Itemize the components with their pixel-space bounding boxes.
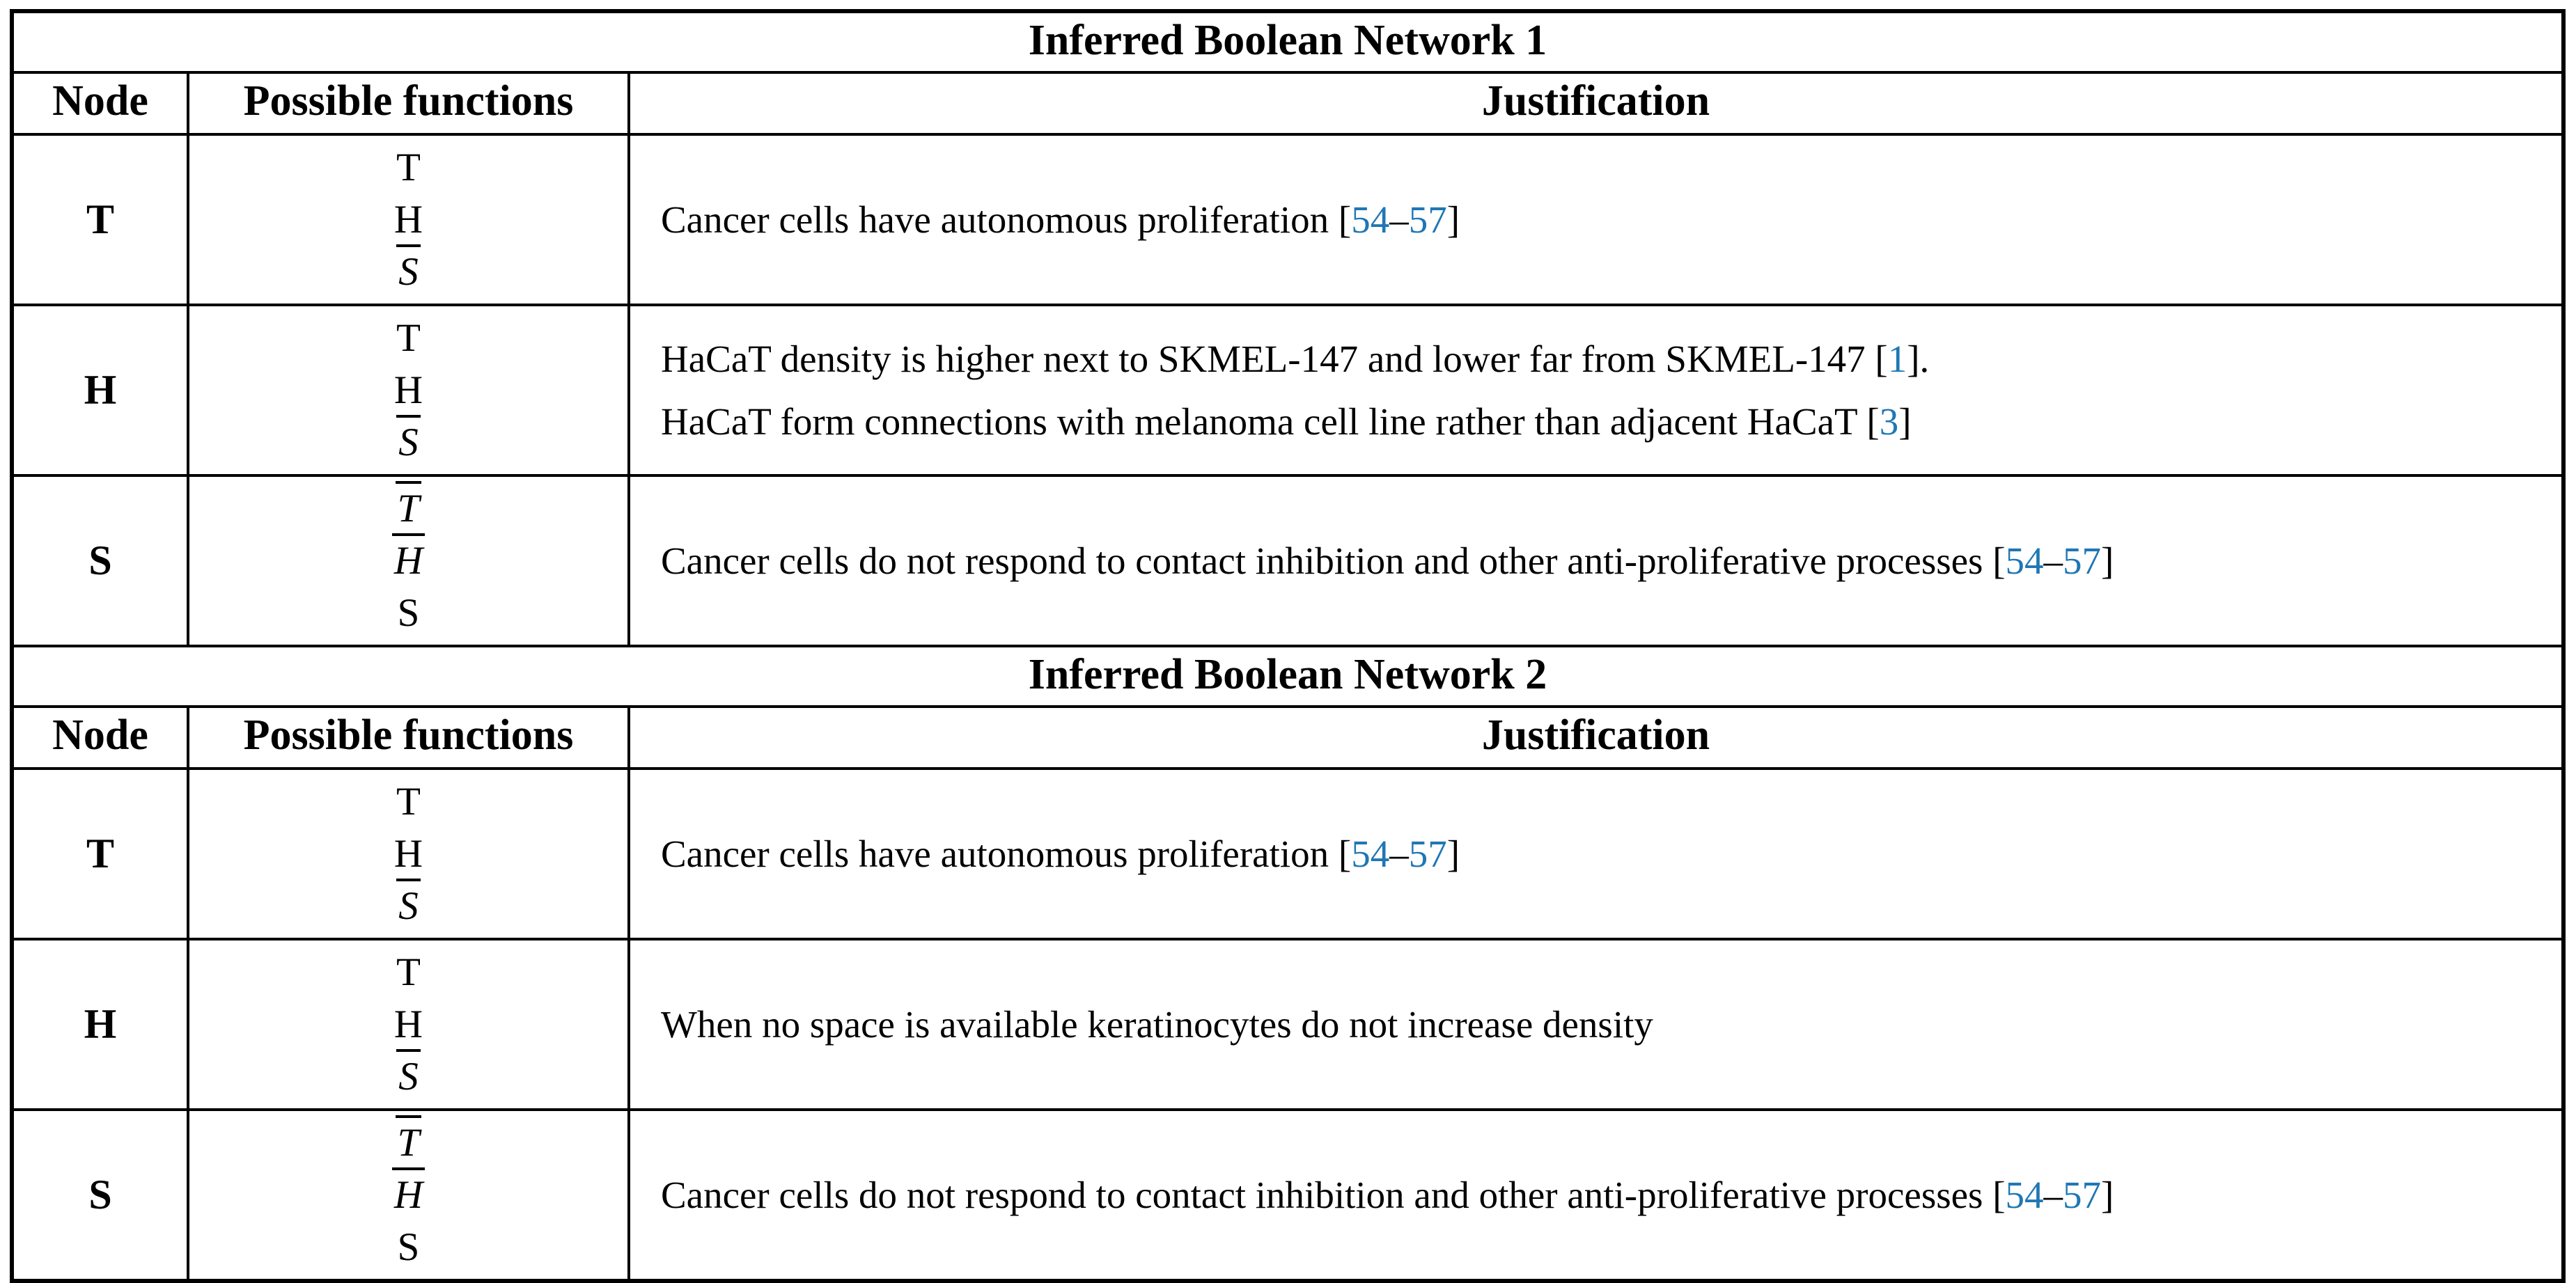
function-line [189, 246, 627, 298]
possible-functions-cell [188, 939, 629, 1110]
citation-link[interactable]: 1 [1887, 338, 1907, 381]
node-label: H [12, 305, 188, 475]
function-line [189, 880, 627, 932]
column-header-justification: Justification [629, 707, 2563, 769]
function-line [189, 828, 627, 880]
function-letter: S [397, 590, 420, 635]
function-line [189, 482, 627, 535]
function-line [189, 312, 627, 364]
function-line [189, 1050, 627, 1103]
justification-text: Cancer cells have autonomous proliferation [ [661, 832, 1352, 875]
function-letter: T [396, 779, 421, 824]
column-header-justification: Justification [629, 72, 2563, 134]
justification-text: Cancer cells do not respond to contact inhibition and other anti-proliferative processes [ [661, 1173, 2006, 1216]
justification-text: Cancer cells do not respond to contact inhibition and other anti-proliferative processes [ [661, 539, 2006, 582]
table-1-row-S [12, 475, 2563, 646]
citation-link[interactable]: 54 [1351, 832, 1390, 875]
column-header-node: Node [12, 72, 188, 134]
column-header-functions: Possible functions [188, 707, 629, 769]
node-label: S [12, 475, 188, 646]
justification-text: ] [2101, 1173, 2114, 1216]
table-2-row-T [12, 769, 2563, 939]
function-line [189, 776, 627, 828]
function-letter: H [393, 197, 423, 242]
justification-text: ] [1446, 198, 1460, 241]
justification-text: ] [1898, 400, 1912, 443]
function-letter: T [396, 145, 421, 189]
citation-link[interactable]: 57 [1408, 198, 1447, 241]
justification-cell [629, 769, 2563, 939]
citation-link[interactable]: 54 [2005, 539, 2044, 582]
node-label: T [12, 134, 188, 305]
justification-cell [629, 134, 2563, 305]
justification-line [661, 530, 2552, 592]
possible-functions-cell [188, 305, 629, 475]
table-2-title-row [12, 646, 2563, 707]
justification-text: – [1389, 198, 1409, 241]
function-letter-overlined: S [398, 883, 419, 928]
function-letter: H [393, 1002, 423, 1046]
justification-cell [629, 1110, 2563, 1281]
justification-text: When no space is available keratinocytes do not increase density [661, 1002, 1653, 1046]
justification-cell [629, 305, 2563, 475]
table-2-row-S [12, 1110, 2563, 1281]
function-letter-overlined: S [398, 420, 419, 464]
function-letter-overlined: H [393, 1172, 423, 1217]
possible-functions-cell [188, 475, 629, 646]
justification-text: HaCaT form connections with melanoma cell line rather than adjacent HaCaT [ [661, 400, 1880, 443]
table-1-row-H [12, 305, 2563, 475]
citation-link[interactable]: 57 [1408, 832, 1447, 875]
table-2-row-H [12, 939, 2563, 1110]
function-letter: T [396, 950, 421, 994]
justification-line [661, 1164, 2552, 1226]
justification-text: ] [2101, 539, 2114, 582]
function-letter-overlined: S [398, 1054, 419, 1099]
function-letter: T [396, 315, 421, 360]
column-header-node: Node [12, 707, 188, 769]
justification-text: Cancer cells have autonomous proliferation [ [661, 198, 1352, 241]
function-line [189, 946, 627, 998]
table-1-title: Inferred Boolean Network 1 [12, 11, 2563, 72]
node-label: T [12, 769, 188, 939]
citation-link[interactable]: 57 [2063, 1173, 2102, 1216]
function-line [189, 141, 627, 194]
inferred-boolean-networks-table [10, 9, 2566, 1283]
table-1-title-row [12, 11, 2563, 72]
justification-text: – [1389, 832, 1409, 875]
justification-cell [629, 475, 2563, 646]
justification-line [661, 189, 2552, 251]
justification-line [661, 391, 2552, 452]
function-letter: S [397, 1225, 420, 1269]
function-line [189, 1221, 627, 1273]
function-letter: H [393, 831, 423, 876]
citation-link[interactable]: 3 [1879, 400, 1899, 443]
function-line [189, 535, 627, 587]
node-label: S [12, 1110, 188, 1281]
function-letter-overlined: H [393, 538, 423, 583]
justification-cell [629, 939, 2563, 1110]
possible-functions-cell [188, 134, 629, 305]
table-1-row-T [12, 134, 2563, 305]
function-letter-overlined: T [397, 1120, 420, 1165]
function-letter-overlined: T [397, 486, 420, 530]
table-1-header-row [12, 72, 2563, 134]
function-line [189, 587, 627, 639]
justification-text: HaCaT density is higher next to SKMEL-147 and lower far from SKMEL-147 [ [661, 338, 1888, 381]
justification-text: – [2043, 1173, 2063, 1216]
table-2-title: Inferred Boolean Network 2 [12, 646, 2563, 707]
function-letter: H [393, 368, 423, 412]
justification-text: – [2043, 539, 2063, 582]
function-line [189, 1117, 627, 1169]
justification-line [661, 823, 2552, 885]
table-2-header-row [12, 707, 2563, 769]
possible-functions-cell [188, 1110, 629, 1281]
citation-link[interactable]: 54 [1351, 198, 1390, 241]
function-letter-overlined: S [398, 249, 419, 294]
justification-text: ] [1446, 832, 1460, 875]
function-line [189, 194, 627, 246]
citation-link[interactable]: 54 [2005, 1173, 2044, 1216]
possible-functions-cell [188, 769, 629, 939]
function-line [189, 416, 627, 469]
function-line [189, 1169, 627, 1221]
citation-link[interactable]: 57 [2063, 539, 2102, 582]
justification-line [661, 993, 2552, 1055]
justification-text: ]. [1907, 338, 1930, 381]
function-line [189, 998, 627, 1050]
function-line [189, 364, 627, 416]
justification-line [661, 328, 2552, 390]
column-header-functions: Possible functions [188, 72, 629, 134]
node-label: H [12, 939, 188, 1110]
